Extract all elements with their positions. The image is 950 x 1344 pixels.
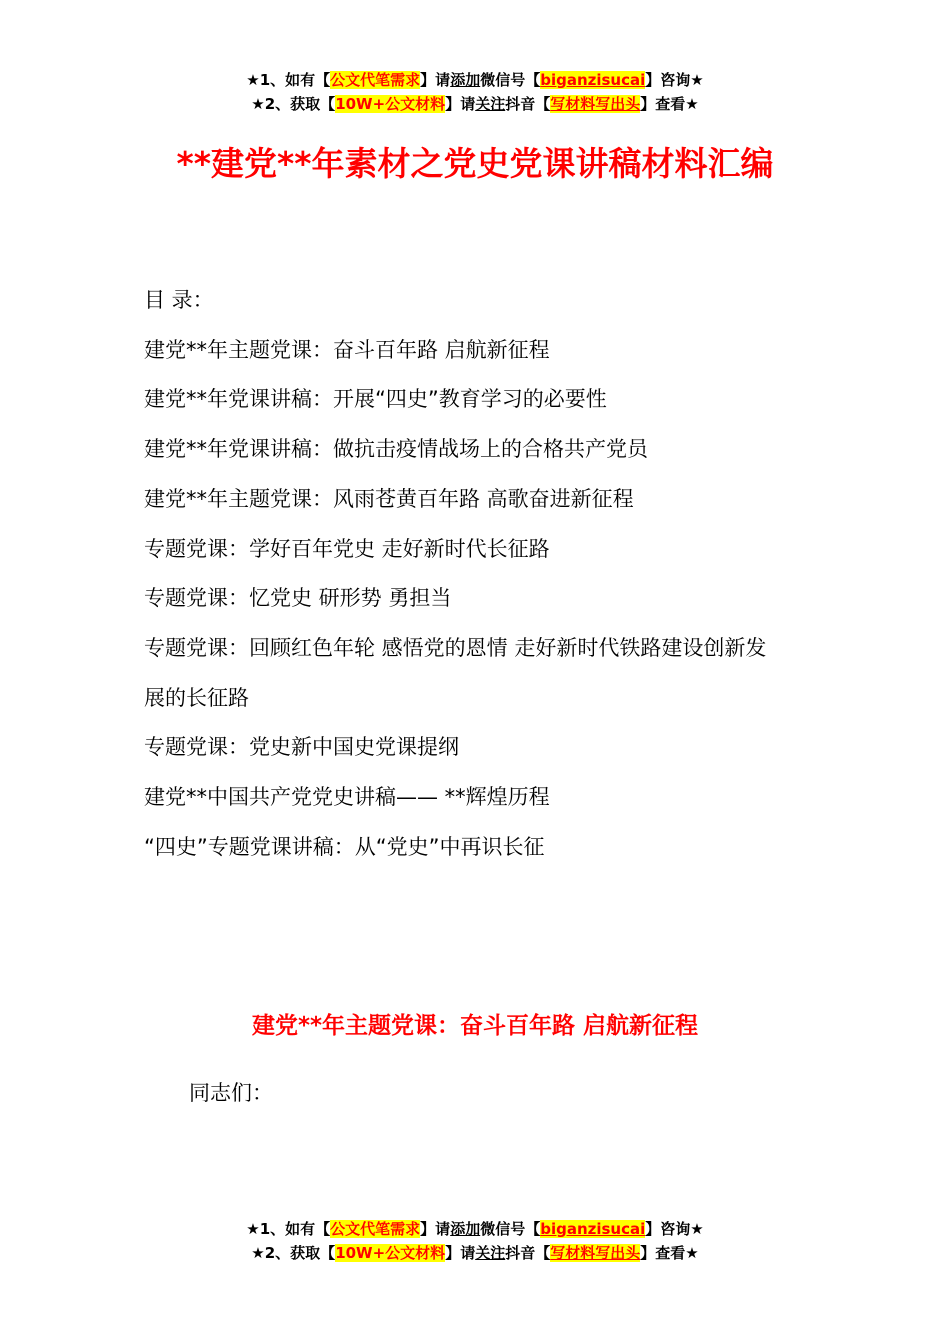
wechat-id: biganzisucai xyxy=(540,1220,646,1238)
promo-highlight: 10W+公文材料 xyxy=(335,1244,446,1262)
toc-item: 专题党课：忆党史 研形势 勇担当 xyxy=(144,586,452,611)
toc-item: 建党**中国共产党党史讲稿—— **辉煌历程 xyxy=(144,785,550,810)
promo-text: 】查看★ xyxy=(640,1244,699,1262)
promo-highlight: 10W+公文材料 xyxy=(335,95,446,113)
promo-highlight: 公文代笔需求 xyxy=(330,1220,421,1238)
promo-header xyxy=(0,68,950,116)
promo-underlined: 添加 xyxy=(450,71,481,89)
promo-text: 】请 xyxy=(445,1244,476,1262)
toc-item: 建党**年党课讲稿：开展“四史”教育学习的必要性 xyxy=(144,387,607,412)
promo-underlined: 关注 xyxy=(475,1244,506,1262)
promo-text: ★1、如有【 xyxy=(246,1220,331,1238)
promo-text: 微信号【 xyxy=(480,1220,541,1238)
promo-line-2 xyxy=(0,1241,950,1265)
promo-text: 】咨询★ xyxy=(645,1220,704,1238)
promo-line-1 xyxy=(0,68,950,92)
toc-item-continuation: 展的长征路 xyxy=(144,685,249,710)
promo-text: ★1、如有【 xyxy=(246,71,331,89)
promo-line-1 xyxy=(0,1217,950,1241)
salutation: 同志们： xyxy=(189,1081,273,1105)
promo-underlined: 关注 xyxy=(475,95,506,113)
toc-item: “四史”专题党课讲稿：从“党史”中再识长征 xyxy=(144,834,545,859)
promo-text: 微信号【 xyxy=(480,71,541,89)
toc-item: 专题党课：党史新中国史党课提纲 xyxy=(144,735,459,760)
toc-item: 建党**年主题党课：奋斗百年路 启航新征程 xyxy=(144,337,550,362)
toc-item: 专题党课：学好百年党史 走好新时代长征路 xyxy=(144,536,550,561)
douyin-account: 写材料写出头 xyxy=(550,1244,641,1262)
promo-line-2 xyxy=(0,92,950,116)
promo-text: 抖音【 xyxy=(505,1244,551,1262)
table-of-contents xyxy=(144,276,814,872)
wechat-id: biganzisucai xyxy=(540,71,646,89)
promo-underlined: 添加 xyxy=(450,1220,481,1238)
section-title: 建党**年主题党课：奋斗百年路 启航新征程 xyxy=(251,1013,699,1039)
promo-text: 】请 xyxy=(420,71,451,89)
document-title: **建党**年素材之党史党课讲稿材料汇编 xyxy=(176,144,774,183)
promo-text: 】请 xyxy=(445,95,476,113)
promo-text: ★2、获取【 xyxy=(251,95,336,113)
promo-text: 】查看★ xyxy=(640,95,699,113)
promo-text: 】请 xyxy=(420,1220,451,1238)
toc-item: 建党**年党课讲稿：做抗击疫情战场上的合格共产党员 xyxy=(144,437,648,462)
promo-highlight: 公文代笔需求 xyxy=(330,71,421,89)
toc-heading: 目 录： xyxy=(144,288,214,312)
toc-item: 专题党课：回顾红色年轮 感悟党的恩情 走好新时代铁路建设创新发 xyxy=(144,635,767,660)
promo-footer xyxy=(0,1217,950,1265)
toc-item: 建党**年主题党课：风雨苍黄百年路 高歌奋进新征程 xyxy=(144,486,634,511)
promo-text: ★2、获取【 xyxy=(251,1244,336,1262)
douyin-account: 写材料写出头 xyxy=(550,95,641,113)
promo-text: 抖音【 xyxy=(505,95,551,113)
promo-text: 】咨询★ xyxy=(645,71,704,89)
